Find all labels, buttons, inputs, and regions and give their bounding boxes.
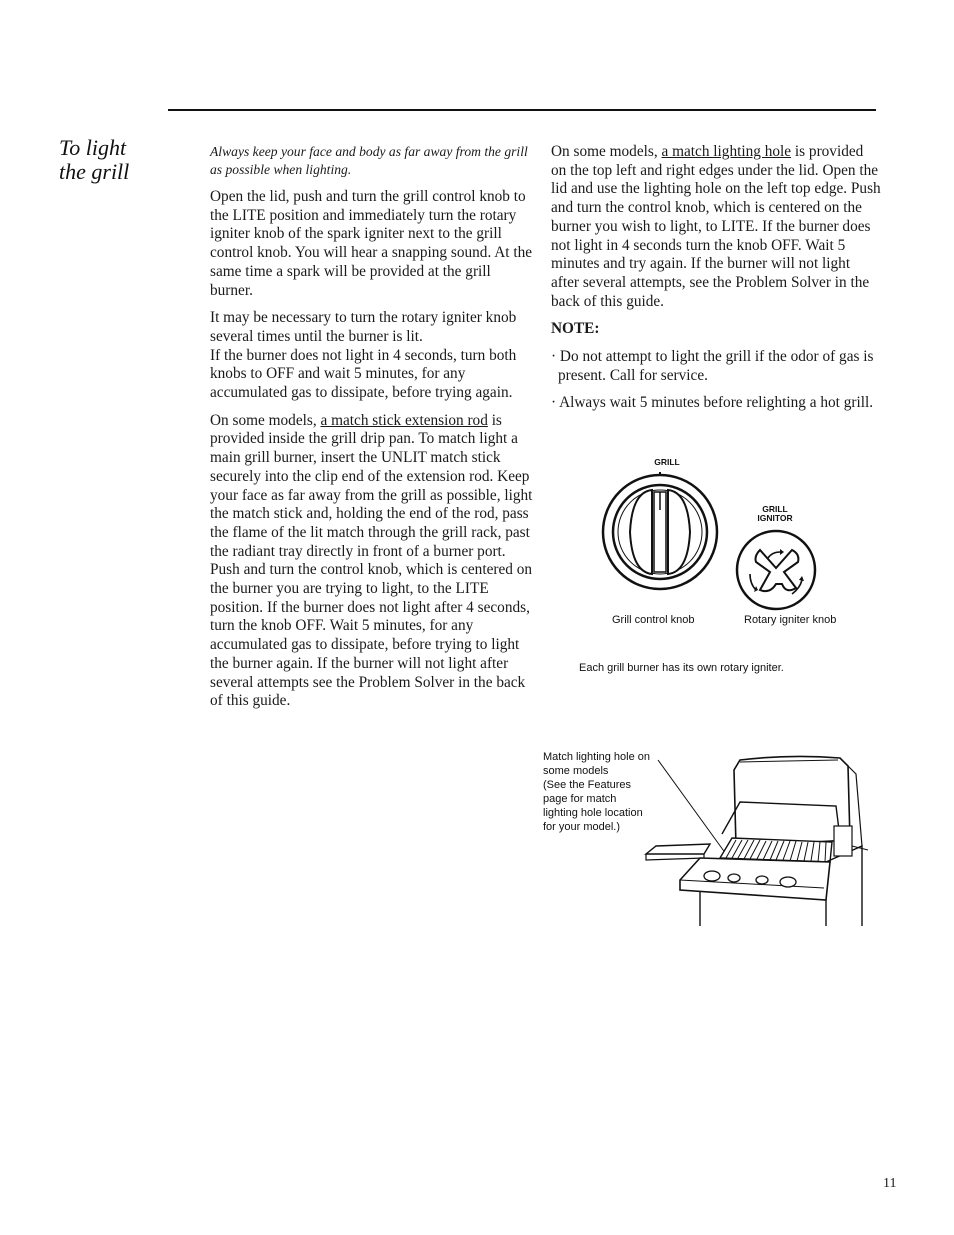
match-stick-post: is provided inside the grill drip pan. To match light a main grill burner, insert the UNLIT match stick securely into the clip end of the extension rod. Keep your face as far away from the grill as possible, light the match stick and, holding the end of the rod, pass the flame of the lit match through the grill rack, past the radiant tray directly in front of a burner port. Push and turn the control knob, which is centered on the burner you are trying to light, to the LITE position. If the burner does not light after 4 seconds, turn the knob OFF. Wait 5 minutes, for any accumulated gas to dissipate, before trying to light the burner again. If the burner will not light after several attempts see the Problem Solver in the back of this guide.	[210, 411, 533, 710]
safety-intro: Always keep your face and body as far away from the grill as possible when lighting.	[210, 144, 528, 177]
caption-grill-control-knob: Grill control knob	[612, 614, 695, 626]
paragraph-spark-igniter: Open the lid, push and turn the grill control knob to the LITE position and immediately turn the rotary igniter knob of the spark igniter next to the grill control knob. You will hear a snapping sound. At the same time a spark will be provided at the grill burner.	[210, 188, 533, 299]
grill-illustration	[640, 750, 876, 930]
retry-text-a: It may be necessary to turn the rotary igniter knob several times until the burner is lit.	[210, 309, 517, 345]
section-title-line-2: the grill	[59, 159, 130, 184]
match-hole-pre: On some models,	[551, 143, 658, 160]
left-column	[210, 143, 536, 720]
caption-igniter-note: Each grill burner has its own rotary igniter.	[579, 662, 784, 674]
match-hole-post: is provided on the top left and right edges under the lid. Open the lid and use the lighting hole on the left top edge. Push and turn the control knob, which is centered on the burner you wish to light, to LITE. If the burner does not light in 4 seconds turn the knob OFF. Wait 5 minutes and try again. If the burner will not light after several attempts, see the Problem Solver in the back of this guide.	[551, 143, 881, 310]
igniter-knob-label	[752, 505, 798, 523]
right-column	[551, 143, 881, 422]
section-title-line-1: To light	[59, 135, 127, 160]
paragraph-match-stick	[210, 412, 536, 711]
section-title	[59, 136, 189, 184]
igniter-label-line-1: GRILL	[762, 504, 788, 514]
rotary-igniter-knob-illustration	[734, 528, 818, 612]
callout-line-3: (See the Features	[543, 779, 632, 791]
match-hole-term: a match lighting hole	[661, 143, 792, 160]
note-item-odor: · Do not attempt to light the grill if the odor of gas is present. Call for service.	[551, 348, 874, 384]
page-number: 11	[883, 1176, 897, 1191]
grill-knob-label: GRILL	[654, 457, 680, 467]
paragraph-match-hole	[551, 143, 881, 311]
callout-line-5: lighting hole location	[543, 807, 643, 819]
paragraph-retry	[210, 309, 536, 403]
note-item-wait: · Always wait 5 minutes before relighting a hot grill.	[551, 394, 874, 412]
match-stick-pre: On some models,	[210, 411, 317, 429]
callout-line-2: some models	[543, 765, 609, 777]
callout-line-6: for your model.)	[543, 821, 621, 833]
caption-rotary-igniter-knob: Rotary igniter knob	[744, 614, 837, 626]
note-heading: NOTE:	[551, 320, 600, 338]
match-stick-term: a match stick extension rod	[320, 411, 488, 429]
grill-control-knob-illustration	[598, 470, 722, 594]
retry-text-b: If the burner does not light in 4 seconds, turn both knobs to OFF and wait 5 minutes, for any accumulated gas to dissipate, before trying again.	[210, 346, 517, 402]
callout-line-1: Match lighting hole on	[543, 751, 651, 763]
igniter-label-line-2: IGNITOR	[757, 513, 793, 523]
callout-line-4: page for match	[543, 793, 617, 805]
header-rule	[168, 109, 876, 111]
